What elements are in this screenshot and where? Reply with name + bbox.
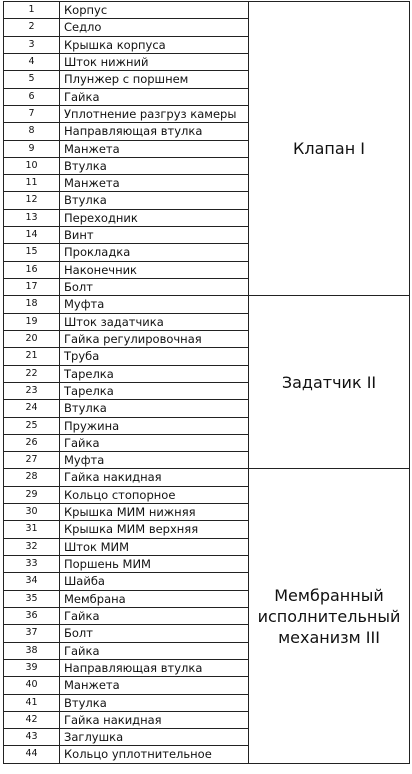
table-row bbox=[4, 296, 410, 313]
part-number: 38 bbox=[4, 642, 60, 659]
part-number: 35 bbox=[4, 590, 60, 607]
part-number: 42 bbox=[4, 711, 60, 728]
part-name: Гайка bbox=[60, 607, 249, 624]
part-number: 2 bbox=[4, 19, 60, 36]
part-name: Муфта bbox=[60, 452, 249, 469]
assembly-group-label: Задатчик II bbox=[249, 296, 410, 469]
part-number: 5 bbox=[4, 71, 60, 88]
part-number: 17 bbox=[4, 279, 60, 296]
part-name: Болт bbox=[60, 625, 249, 642]
part-number: 33 bbox=[4, 556, 60, 573]
assembly-group-label: Клапан I bbox=[249, 2, 410, 296]
part-number: 23 bbox=[4, 382, 60, 399]
part-name: Наконечник bbox=[60, 261, 249, 278]
part-number: 1 bbox=[4, 2, 60, 19]
part-name: Гайка накидная bbox=[60, 469, 249, 486]
part-name: Манжета bbox=[60, 677, 249, 694]
part-number: 18 bbox=[4, 296, 60, 313]
part-name: Крышка МИМ нижняя bbox=[60, 504, 249, 521]
part-number: 30 bbox=[4, 504, 60, 521]
part-number: 21 bbox=[4, 348, 60, 365]
part-number: 43 bbox=[4, 729, 60, 746]
part-name: Прокладка bbox=[60, 244, 249, 261]
part-number: 44 bbox=[4, 746, 60, 763]
parts-list bbox=[3, 1, 410, 764]
assembly-group-label: Мембранный исполнительный механизм III bbox=[249, 469, 410, 763]
part-name: Мембрана bbox=[60, 590, 249, 607]
part-number: 28 bbox=[4, 469, 60, 486]
part-number: 4 bbox=[4, 53, 60, 70]
part-name: Труба bbox=[60, 348, 249, 365]
part-number: 7 bbox=[4, 105, 60, 122]
part-name: Плунжер с поршнем bbox=[60, 71, 249, 88]
parts-table-body bbox=[4, 2, 410, 764]
parts-table bbox=[3, 1, 410, 764]
part-number: 11 bbox=[4, 175, 60, 192]
part-number: 36 bbox=[4, 607, 60, 624]
part-name: Седло bbox=[60, 19, 249, 36]
part-name: Переходник bbox=[60, 209, 249, 226]
part-name: Уплотнение разгруз камеры bbox=[60, 105, 249, 122]
part-number: 31 bbox=[4, 521, 60, 538]
part-name: Крышка корпуса bbox=[60, 36, 249, 53]
part-name: Муфта bbox=[60, 296, 249, 313]
part-number: 14 bbox=[4, 227, 60, 244]
part-number: 40 bbox=[4, 677, 60, 694]
table-row bbox=[4, 2, 410, 19]
part-number: 24 bbox=[4, 400, 60, 417]
part-name: Втулка bbox=[60, 192, 249, 209]
part-number: 27 bbox=[4, 452, 60, 469]
part-name: Втулка bbox=[60, 400, 249, 417]
part-number: 12 bbox=[4, 192, 60, 209]
part-name: Кольцо уплотнительное bbox=[60, 746, 249, 763]
part-number: 19 bbox=[4, 313, 60, 330]
part-number: 3 bbox=[4, 36, 60, 53]
part-number: 10 bbox=[4, 157, 60, 174]
part-number: 37 bbox=[4, 625, 60, 642]
part-name: Направляющая втулка bbox=[60, 123, 249, 140]
part-name: Пружина bbox=[60, 417, 249, 434]
part-name: Шток задатчика bbox=[60, 313, 249, 330]
part-name: Шток нижний bbox=[60, 53, 249, 70]
part-number: 39 bbox=[4, 659, 60, 676]
part-name: Направляющая втулка bbox=[60, 659, 249, 676]
part-name: Гайка bbox=[60, 642, 249, 659]
part-number: 15 bbox=[4, 244, 60, 261]
part-name: Гайка bbox=[60, 88, 249, 105]
part-name: Гайка накидная bbox=[60, 711, 249, 728]
part-number: 41 bbox=[4, 694, 60, 711]
part-name: Кольцо стопорное bbox=[60, 486, 249, 503]
part-number: 29 bbox=[4, 486, 60, 503]
part-name: Корпус bbox=[60, 2, 249, 19]
part-name: Гайка bbox=[60, 434, 249, 451]
part-number: 22 bbox=[4, 365, 60, 382]
part-number: 32 bbox=[4, 538, 60, 555]
part-name: Поршень МИМ bbox=[60, 556, 249, 573]
part-number: 20 bbox=[4, 330, 60, 347]
part-number: 25 bbox=[4, 417, 60, 434]
part-name: Заглушка bbox=[60, 729, 249, 746]
part-name: Манжета bbox=[60, 140, 249, 157]
part-number: 8 bbox=[4, 123, 60, 140]
part-name: Шток МИМ bbox=[60, 538, 249, 555]
part-name: Тарелка bbox=[60, 365, 249, 382]
part-number: 6 bbox=[4, 88, 60, 105]
table-row bbox=[4, 469, 410, 486]
part-name: Втулка bbox=[60, 694, 249, 711]
part-name: Гайка регулировочная bbox=[60, 330, 249, 347]
part-name: Крышка МИМ верхняя bbox=[60, 521, 249, 538]
part-name: Тарелка bbox=[60, 382, 249, 399]
part-name: Манжета bbox=[60, 175, 249, 192]
part-number: 13 bbox=[4, 209, 60, 226]
part-name: Шайба bbox=[60, 573, 249, 590]
part-number: 34 bbox=[4, 573, 60, 590]
part-name: Втулка bbox=[60, 157, 249, 174]
part-number: 16 bbox=[4, 261, 60, 278]
part-number: 9 bbox=[4, 140, 60, 157]
part-name: Винт bbox=[60, 227, 249, 244]
part-name: Болт bbox=[60, 279, 249, 296]
part-number: 26 bbox=[4, 434, 60, 451]
